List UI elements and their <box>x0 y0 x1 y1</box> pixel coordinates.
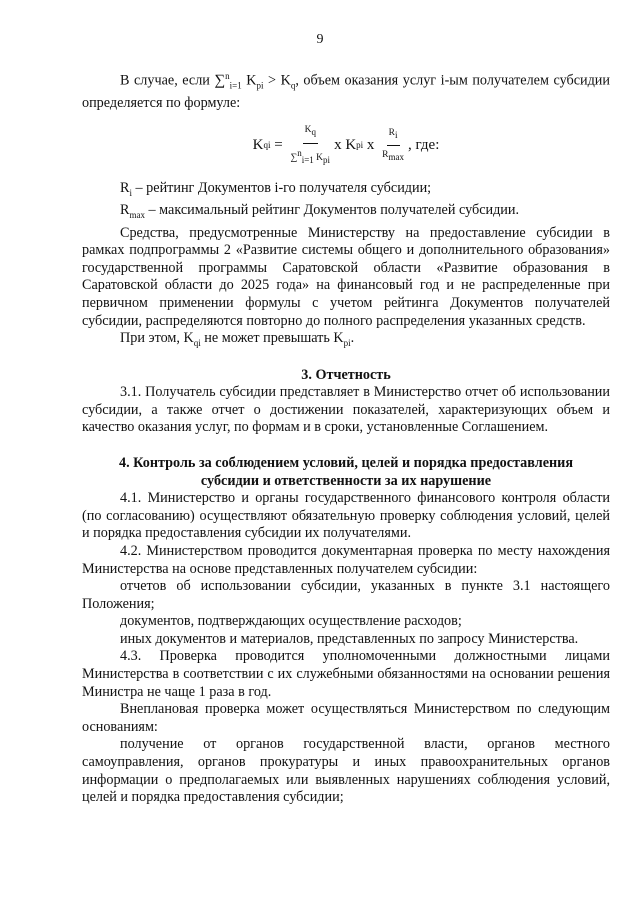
formula-eq: = <box>270 136 287 153</box>
ri-text: – рейтинг Документов i-го получателя субсидии; <box>131 179 432 196</box>
formula-mult-2: x <box>363 136 379 153</box>
formula-mult-1-sub: pi <box>356 139 364 150</box>
formula-fraction-1 <box>288 122 332 169</box>
sum-upper: n <box>225 71 230 81</box>
paragraph-4-2-item-3: иных документов и материалов, представленных по запросу Министерства. <box>120 630 579 647</box>
paragraph-4-3: 4.3. Проверка проводится уполномоченными должностными лицами Министерства в соответствии с их служебными обязанностями на основании решения Министра не чаще 1 раза в год. <box>82 648 610 700</box>
condition-var-sub: pi <box>256 80 264 91</box>
formula-tail: , где: <box>408 136 440 153</box>
spacer <box>82 353 610 367</box>
section-4-heading-line-1: 4. Контроль за соблюдением условий, целей и порядка предоставления <box>118 454 574 471</box>
formula-fraction-2 <box>380 125 406 167</box>
fraction-2-num-sub: i <box>395 129 398 140</box>
ground-1-paragraph: получение от органов государственной власти, органов местного самоуправления, органов прокуратуры и иных правоохранительных органов информации о предполагаемых или выявленных нарушениях соблюдения условий, целей и порядка предоставления субсидии; <box>82 736 610 806</box>
ri-sub: i <box>129 187 132 198</box>
limit-text-1: При этом, K <box>120 330 194 347</box>
section-3-heading: 3. Отчетность <box>301 366 391 383</box>
fraction-1-denominator <box>288 144 332 170</box>
sum-symbol: ∑ <box>214 72 226 89</box>
condition-gt: > K <box>263 72 291 89</box>
rmax-var: R <box>120 202 130 219</box>
funds-paragraph: Средства, предусмотренные Министерству на предоставление субсидии в рамках подпрограммы 2 «Развитие системы общего и дополнительного образования» государственной программы Саратовской области «Развитие образования в Саратовской области до 2025 года» на финансовый год и не распределенные при первичном применении формулы с учетом рейтинга Документов получателей субсидии, распределяются повторно до полного распределения указанных средств. <box>82 224 610 329</box>
limit-paragraph <box>82 330 610 352</box>
paragraph-4-2-item-2: документов, подтверждающих осуществление расходов; <box>120 613 462 630</box>
fraction-1-num-sub: q <box>311 127 316 138</box>
fraction-2-numerator <box>387 125 400 146</box>
formula-lhs: K <box>252 136 264 153</box>
page-content <box>82 68 610 807</box>
fraction-2-num-var: R <box>388 127 395 138</box>
fraction-1-den-sum: ∑ <box>290 152 298 163</box>
condition-q-sub: q <box>290 80 296 91</box>
ri-definition <box>82 180 610 202</box>
fraction-1-num-var: K <box>304 125 312 136</box>
unplanned-check-paragraph: Внеплановая проверка может осуществляться Министерством по следующим основаниям: <box>82 701 610 735</box>
page-number: 9 <box>316 32 324 47</box>
formula-lhs-sub: qi <box>263 139 271 150</box>
fraction-2-denominator <box>380 146 406 166</box>
formula <box>82 116 610 176</box>
condition-text-2: , объем оказания услуг i-ым получателем субсидии определяется по формуле: <box>82 72 610 112</box>
fraction-1-den-sub: i=1 <box>301 154 314 165</box>
limit-sub-1: qi <box>193 337 201 348</box>
condition-text-1: В случае, если <box>120 72 215 89</box>
paragraph-4-2-item-1: отчетов об использовании субсидии, указанных в пункте 3.1 настоящего Положения; <box>82 578 610 612</box>
limit-text-2: не может превышать K <box>200 330 344 347</box>
fraction-1-den-var-sub: pi <box>323 154 331 165</box>
condition-var: K <box>241 72 257 89</box>
rmax-text: – максимальный рейтинг Документов получателей субсидии. <box>144 202 520 219</box>
rmax-definition <box>82 202 610 224</box>
condition-paragraph <box>82 68 610 113</box>
fraction-2-den-var: R <box>382 150 389 161</box>
fraction-1-numerator <box>303 122 318 143</box>
paragraph-4-1: 4.1. Министерство и органы государственного финансового контроля области (по согласованию) осуществляют обязательную проверку соблюдения условий, целей и порядка предоставления субсидии их получателями. <box>82 490 610 542</box>
formula-mult-1: x K <box>334 136 357 153</box>
section-4-heading-line-2: субсидии и ответственности за их нарушение <box>200 472 492 489</box>
sum-lower: i=1 <box>229 80 242 91</box>
limit-sub-2: pi <box>343 337 351 348</box>
spacer <box>82 437 610 455</box>
ri-var: R <box>120 179 130 196</box>
fraction-2-den-sub: max <box>388 152 405 163</box>
fraction-1-den-sup: n <box>297 147 302 158</box>
limit-text-3: . <box>350 330 355 347</box>
rmax-sub: max <box>129 210 145 220</box>
fraction-1-den-var: K <box>316 152 324 163</box>
paragraph-3-1: 3.1. Получатель субсидии представляет в Министерство отчет об использовании субсидии, а также отчет о достижении показателей, характеризующих объем и качество оказания услуг, по формам и в сроки, установленные Соглашением. <box>82 384 610 436</box>
paragraph-4-2: 4.2. Министерством проводится документарная проверка по месту нахождения Министерства на основе представленных получателем субсидии: <box>82 542 610 577</box>
